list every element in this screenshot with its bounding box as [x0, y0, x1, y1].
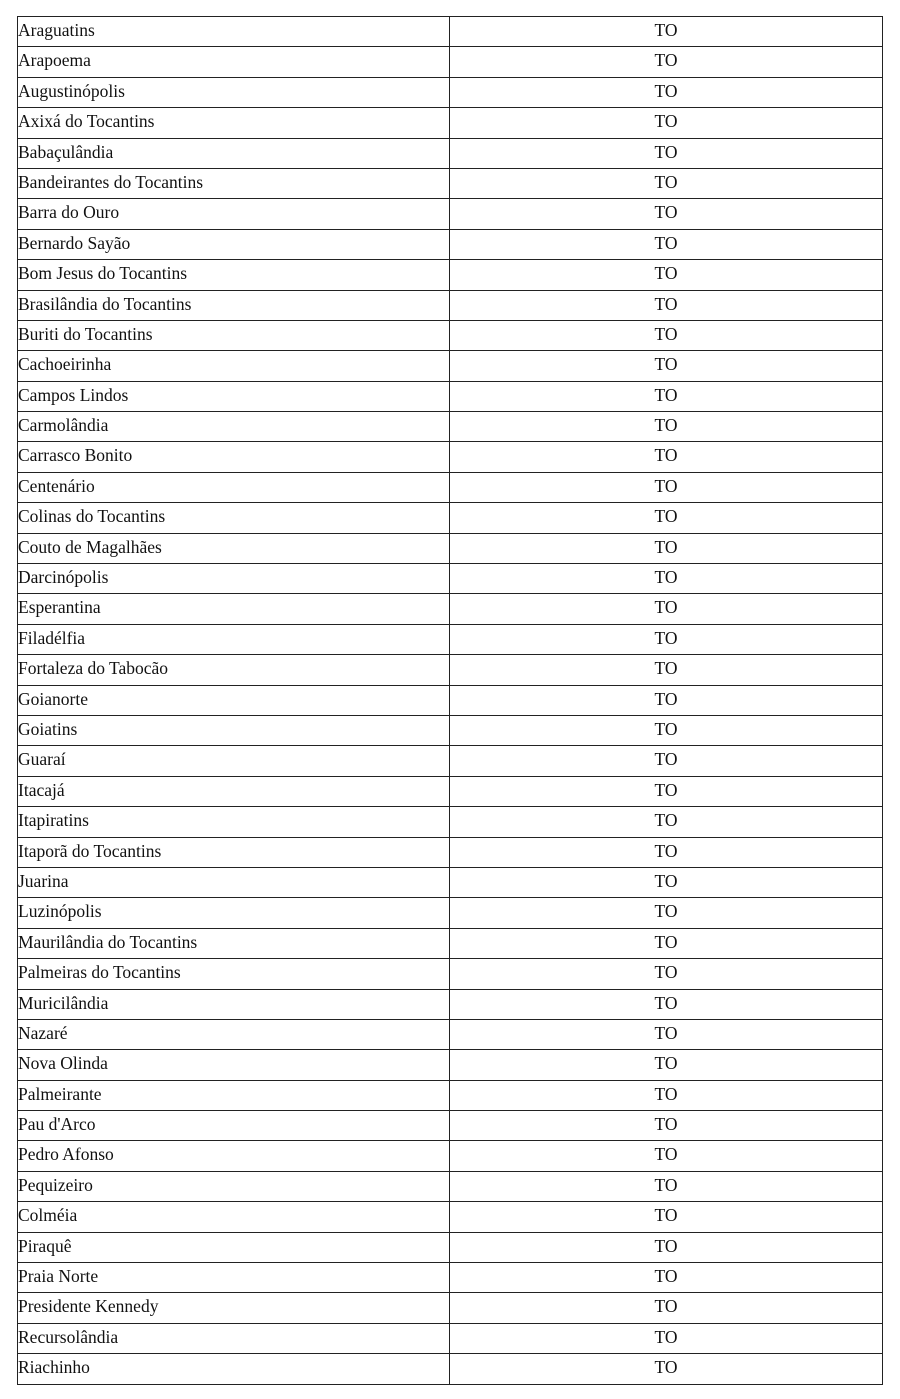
municipality-name-cell: Filadélfia: [18, 624, 450, 654]
state-code-cell: TO: [450, 1354, 883, 1384]
table-row: [18, 108, 883, 138]
state-code-cell: TO: [450, 381, 883, 411]
state-code-cell: TO: [450, 989, 883, 1019]
state-code-cell: TO: [450, 290, 883, 320]
municipality-name-cell: Araguatins: [18, 17, 450, 47]
state-code-cell: TO: [450, 1263, 883, 1293]
municipality-name-cell: Nazaré: [18, 1019, 450, 1049]
state-code-cell: TO: [450, 1171, 883, 1201]
table-row: [18, 1293, 883, 1323]
table-row: [18, 260, 883, 290]
municipality-name-cell: Brasilândia do Tocantins: [18, 290, 450, 320]
municipality-name-cell: Riachinho: [18, 1354, 450, 1384]
table-row: [18, 199, 883, 229]
municipality-name-cell: Esperantina: [18, 594, 450, 624]
table-row: [18, 837, 883, 867]
municipality-name-cell: Axixá do Tocantins: [18, 108, 450, 138]
municipality-name-cell: Itacajá: [18, 776, 450, 806]
municipality-name-cell: Colinas do Tocantins: [18, 503, 450, 533]
municipality-name-cell: Bom Jesus do Tocantins: [18, 260, 450, 290]
state-code-cell: TO: [450, 138, 883, 168]
state-code-cell: TO: [450, 351, 883, 381]
state-code-cell: TO: [450, 442, 883, 472]
state-code-cell: TO: [450, 624, 883, 654]
table-row: [18, 1050, 883, 1080]
table-row: [18, 1111, 883, 1141]
state-code-cell: TO: [450, 1141, 883, 1171]
state-code-cell: TO: [450, 1323, 883, 1353]
municipality-name-cell: Itapiratins: [18, 807, 450, 837]
municipality-name-cell: Colméia: [18, 1202, 450, 1232]
municipality-name-cell: Praia Norte: [18, 1263, 450, 1293]
state-code-cell: TO: [450, 229, 883, 259]
table-row: [18, 290, 883, 320]
municipality-name-cell: Guaraí: [18, 746, 450, 776]
municipality-name-cell: Pequizeiro: [18, 1171, 450, 1201]
municipality-name-cell: Nova Olinda: [18, 1050, 450, 1080]
table-row: [18, 989, 883, 1019]
table-row: [18, 1171, 883, 1201]
municipality-name-cell: Campos Lindos: [18, 381, 450, 411]
municipality-name-cell: Augustinópolis: [18, 77, 450, 107]
municipality-name-cell: Babaçulândia: [18, 138, 450, 168]
table-row: [18, 229, 883, 259]
state-code-cell: TO: [450, 412, 883, 442]
table-row: [18, 898, 883, 928]
municipality-name-cell: Pau d'Arco: [18, 1111, 450, 1141]
municipality-name-cell: Carmolândia: [18, 412, 450, 442]
municipality-name-cell: Presidente Kennedy: [18, 1293, 450, 1323]
municipality-name-cell: Cachoeirinha: [18, 351, 450, 381]
state-code-cell: TO: [450, 1080, 883, 1110]
state-code-cell: TO: [450, 959, 883, 989]
state-code-cell: TO: [450, 1232, 883, 1262]
state-code-cell: TO: [450, 746, 883, 776]
table-row: [18, 412, 883, 442]
table-row: [18, 1019, 883, 1049]
state-code-cell: TO: [450, 77, 883, 107]
state-code-cell: TO: [450, 108, 883, 138]
state-code-cell: TO: [450, 320, 883, 350]
table-row: [18, 381, 883, 411]
state-code-cell: TO: [450, 807, 883, 837]
state-code-cell: TO: [450, 715, 883, 745]
state-code-cell: TO: [450, 1202, 883, 1232]
table-row: [18, 1232, 883, 1262]
municipality-name-cell: Bernardo Sayão: [18, 229, 450, 259]
table-row: [18, 168, 883, 198]
table-row: [18, 1141, 883, 1171]
municipality-name-cell: Goianorte: [18, 685, 450, 715]
municipality-name-cell: Carrasco Bonito: [18, 442, 450, 472]
table-row: [18, 746, 883, 776]
state-code-cell: TO: [450, 199, 883, 229]
state-code-cell: TO: [450, 837, 883, 867]
municipality-name-cell: Luzinópolis: [18, 898, 450, 928]
table-row: [18, 715, 883, 745]
state-code-cell: TO: [450, 776, 883, 806]
state-code-cell: TO: [450, 1050, 883, 1080]
municipality-name-cell: Recursolândia: [18, 1323, 450, 1353]
state-code-cell: TO: [450, 17, 883, 47]
state-code-cell: TO: [450, 168, 883, 198]
state-code-cell: TO: [450, 928, 883, 958]
municipality-name-cell: Pedro Afonso: [18, 1141, 450, 1171]
table-row: [18, 867, 883, 897]
state-code-cell: TO: [450, 47, 883, 77]
table-row: [18, 624, 883, 654]
table-row: [18, 320, 883, 350]
table-row: [18, 47, 883, 77]
table-row: [18, 959, 883, 989]
table-row: [18, 776, 883, 806]
state-code-cell: TO: [450, 898, 883, 928]
table-row: [18, 1080, 883, 1110]
municipality-table: [17, 16, 883, 1385]
municipality-name-cell: Piraquê: [18, 1232, 450, 1262]
table-row: [18, 442, 883, 472]
table-row: [18, 594, 883, 624]
municipality-name-cell: Centenário: [18, 472, 450, 502]
table-row: [18, 77, 883, 107]
table-row: [18, 1202, 883, 1232]
state-code-cell: TO: [450, 260, 883, 290]
table-row: [18, 1323, 883, 1353]
municipality-name-cell: Bandeirantes do Tocantins: [18, 168, 450, 198]
table-row: [18, 655, 883, 685]
table-body: [18, 17, 883, 1385]
state-code-cell: TO: [450, 472, 883, 502]
municipality-name-cell: Arapoema: [18, 47, 450, 77]
table-row: [18, 503, 883, 533]
table-row: [18, 351, 883, 381]
municipality-name-cell: Maurilândia do Tocantins: [18, 928, 450, 958]
municipality-name-cell: Fortaleza do Tabocão: [18, 655, 450, 685]
municipality-name-cell: Muricilândia: [18, 989, 450, 1019]
state-code-cell: TO: [450, 1293, 883, 1323]
municipality-name-cell: Goiatins: [18, 715, 450, 745]
state-code-cell: TO: [450, 533, 883, 563]
table-row: [18, 17, 883, 47]
table-row: [18, 928, 883, 958]
table-row: [18, 472, 883, 502]
state-code-cell: TO: [450, 1019, 883, 1049]
municipality-name-cell: Itaporã do Tocantins: [18, 837, 450, 867]
table-row: [18, 564, 883, 594]
municipality-name-cell: Darcinópolis: [18, 564, 450, 594]
table-row: [18, 138, 883, 168]
state-code-cell: TO: [450, 564, 883, 594]
municipality-name-cell: Juarina: [18, 867, 450, 897]
state-code-cell: TO: [450, 594, 883, 624]
state-code-cell: TO: [450, 1111, 883, 1141]
state-code-cell: TO: [450, 655, 883, 685]
state-code-cell: TO: [450, 503, 883, 533]
table-row: [18, 1263, 883, 1293]
table-row: [18, 533, 883, 563]
table-row: [18, 807, 883, 837]
state-code-cell: TO: [450, 685, 883, 715]
table-row: [18, 685, 883, 715]
table-row: [18, 1354, 883, 1384]
municipality-name-cell: Couto de Magalhães: [18, 533, 450, 563]
municipality-name-cell: Palmeiras do Tocantins: [18, 959, 450, 989]
municipality-name-cell: Buriti do Tocantins: [18, 320, 450, 350]
municipality-name-cell: Barra do Ouro: [18, 199, 450, 229]
municipality-name-cell: Palmeirante: [18, 1080, 450, 1110]
state-code-cell: TO: [450, 867, 883, 897]
